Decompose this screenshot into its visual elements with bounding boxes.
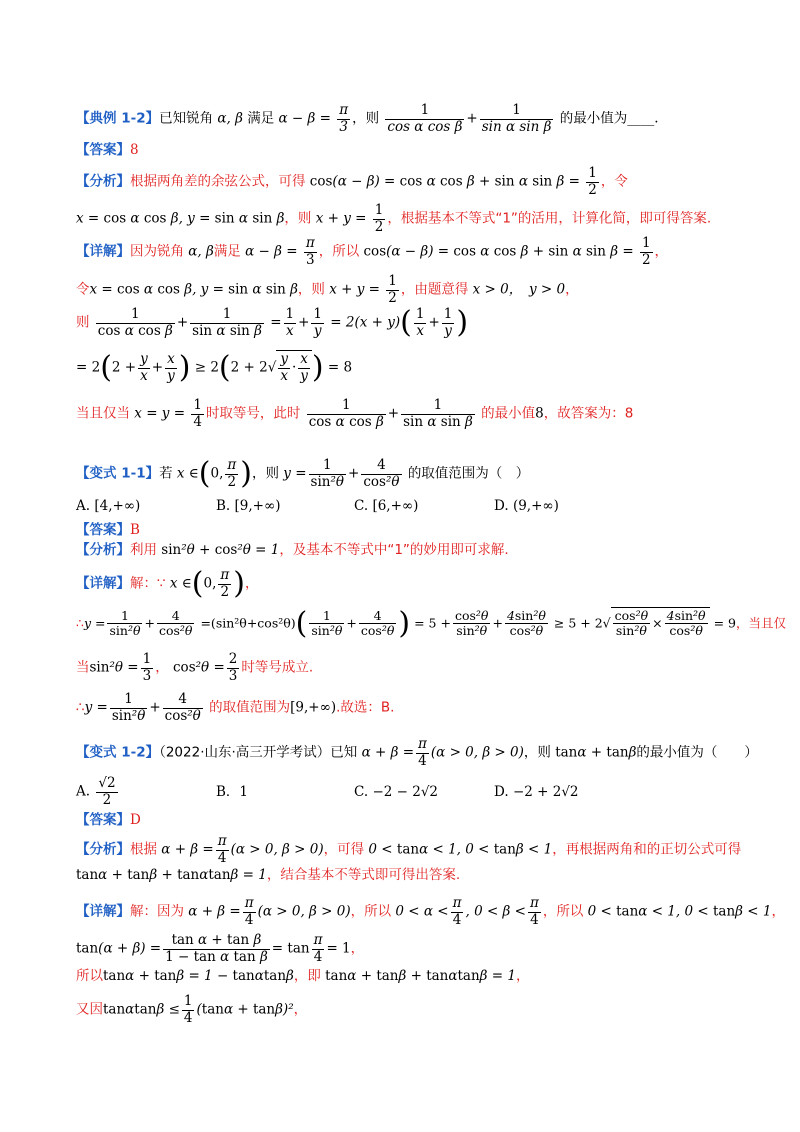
v11-tag: 【变式 1-1】 (76, 465, 160, 482)
v11-stem: 【变式 1-1】若 x ∈(0, $\frac{\pi}{2}$ )，则 y = $\frac{1}{\text{sin²θ}}$ + $\frac{4}{\text{cos²θ}}$ 的取值范围为（ ） (76, 456, 530, 492)
v12-analysis: 【分析】根据 α + β = $\frac{\pi}{4}$ (α > 0, β > 0)，可得 0 < tanα < 1, 0 < tanβ < 1，再根据两角和的正切公式可得 (76, 833, 742, 866)
v11-detail: 【详解】解：∵ x ∈(0, $\frac{\pi}{2}$ )， (76, 566, 259, 602)
v11-detail-3: 当sin²θ = $\frac{1}{3}$ ， cos²θ = $\frac{2}{3}$ 时等号成立. (76, 651, 314, 684)
v11-detail-4: ∴y = $\frac{1}{\text{sin²θ}}$ + $\frac{4}{\text{cos²θ}}$ 的取值范围为[9,+∞).故选：B. (76, 691, 395, 724)
ex12-detail-5: 当且仅当 x = y = $\frac{1}{4}$ 时取等号，此时 $\frac{1}{\text{cos α cos β}}$ + $\frac{1}{\text{sin α sin β}}$ 的最小值8，故答案为：8 (76, 397, 634, 430)
ex12-stem: 【典例 1-2】已知锐角 α, β 满足 α − β = $\frac{\pi}{3}$ ，则 $\frac{1}{\text{cos α cos β}}$ + $\frac{1}{\text{sin α sin β}}$ 的最小值为____. (76, 102, 659, 135)
v11-analysis: 【分析】利用 sin²θ + cos²θ = 1，及基本不等式中“1”的妙用即可求解. (76, 542, 509, 558)
v12-detail-4: 又因tanαtanβ ≤ $\frac{1}{4}$ (tanα + tanβ)²， (76, 993, 308, 1026)
v11-option-a[interactable]: A. [4,+∞) (76, 498, 141, 514)
v12-option-c[interactable]: C. −2 − 2√2 (354, 784, 439, 800)
ex12-detail: 【详解】因为锐角 α, β满足 α − β = $\frac{\pi}{3}$ ，所以 cos(α − β) = cos α cos β + sin α sin β = $\frac{1}{2}$ ， (76, 235, 669, 268)
v12-option-a[interactable]: A. $\frac{√2}{2}$ (76, 775, 116, 808)
v12-option-b[interactable]: B．1 (216, 784, 249, 800)
v11-detail-2: ∴y = $\frac{1}{\text{sin²θ}}$ + $\frac{4}{\text{cos²θ}}$ =(sin²θ+cos²θ)( $\frac{1}{\text{sin²θ}}$ + $\frac{4}{\text{cos²θ}}$ ) = 5 + $\frac{\text{cos²θ}}{\text{sin²θ}}$ + $\frac{\text{4sin²θ}}{\text{cos²θ}}$ ≥ 5 + 2√ $\frac{\text{cos²θ}}{\text{sin²θ}}$ × $\frac{\text{4sin²θ}}{\text{cos²θ}}$ = 9，当且仅 (76, 605, 786, 641)
v12-tag: 【变式 1-2】 (76, 744, 160, 761)
v11-options (76, 498, 760, 518)
ex12-tag: 【典例 1-2】 (76, 110, 160, 127)
ex12-detail-3: 则 $\frac{1}{\text{cos α cos β}}$ + $\frac{1}{\text{sin α sin β}}$ = $\frac{1}{x}$ + $\frac{1}{y}$ = 2(x + y)( $\frac{1}{x}$ + $\frac{1}{y}$ ) (76, 305, 469, 341)
ex12-detail-4: = 2(2 + $\frac{y}{x}$ + $\frac{x}{y}$ ) ≥ 2(2 + 2√ $\frac{y}{x}$ · $\frac{x}{y}$ ) = 8 (76, 350, 353, 386)
ex12-analysis: 【分析】根据两角差的余弦公式，可得 cos(α − β) = cos α cos β + sin α sin β = $\frac{1}{2}$ ，令 (76, 165, 628, 198)
v11-option-b[interactable]: B. [9,+∞) (216, 498, 281, 514)
v11-answer: 【答案】B (76, 522, 140, 538)
v11-option-d[interactable]: D. (9,+∞) (494, 498, 559, 514)
v12-options (76, 772, 760, 808)
v12-option-d[interactable]: D. −2 + 2√2 (494, 784, 579, 800)
v12-detail-3: 所以tanα + tanβ = 1 − tanαtanβ，即 tanα + tanβ + tanαtanβ = 1， (76, 968, 530, 984)
v12-answer: 【答案】D (76, 812, 141, 828)
ex12-detail-2: 令x = cos α cos β, y = sin α sin β，则 x + y = $\frac{1}{2}$ ，由题意得 x > 0， y > 0， (76, 273, 579, 306)
ex12-answer: 【答案】8 (76, 142, 139, 158)
v12-stem: 【变式 1-2】（2022·山东·高三开学考试）已知 α + β = $\frac{\pi}{4}$ (α > 0, β > 0)，则 tanα + tanβ的最小值为（ ） (76, 736, 758, 769)
v12-detail-2: tan(α + β) = $\frac{\text{tan α + tan β}}{\text{1 − tan α tan β}}$ = tan $\frac{\pi}{4}$ = 1， (76, 932, 365, 965)
v12-analysis-2: tanα + tanβ + tanαtanβ = 1，结合基本不等式即可得出答案. (76, 867, 461, 883)
v11-option-c[interactable]: C. [6,+∞) (354, 498, 419, 514)
ex12-analysis-2: x = cos α cos β, y = sin α sin β，则 x + y = $\frac{1}{2}$ ，根据基本不等式“1”的活用，计算化简，即可得答案. (76, 202, 712, 235)
v12-detail: 【详解】解：因为 α + β = $\frac{\pi}{4}$ (α > 0, β > 0)，所以 0 < α < $\frac{\pi}{4}$ , 0 < β < $\frac{\pi}{4}$ ，所以 0 < tanα < 1, 0 < tanβ < 1， (76, 895, 785, 928)
